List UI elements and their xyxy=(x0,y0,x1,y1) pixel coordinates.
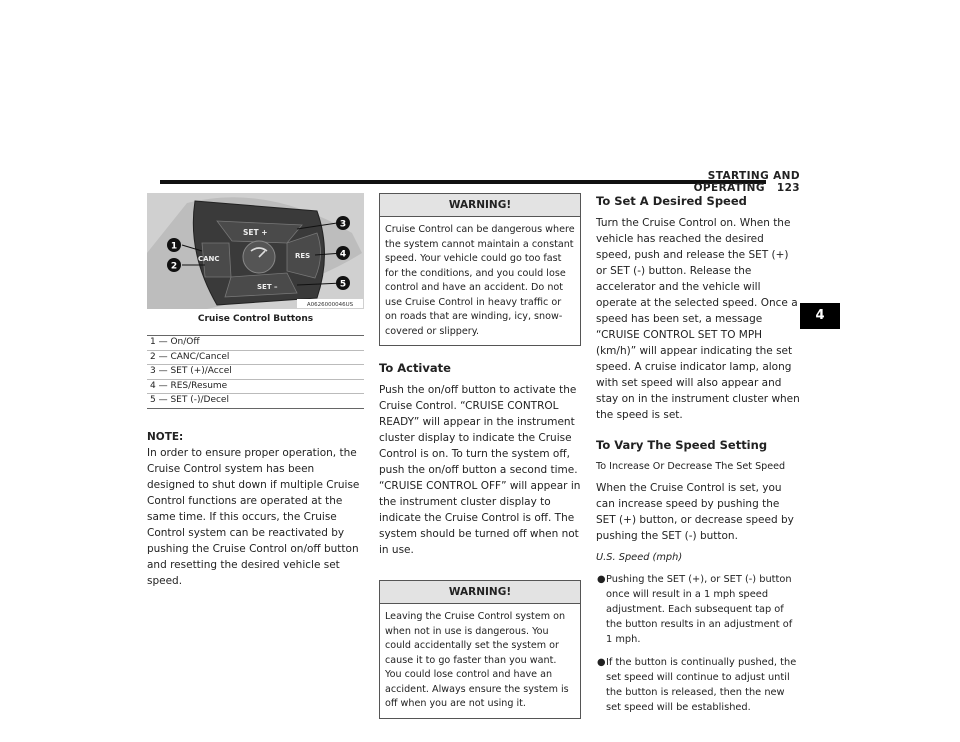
column-right xyxy=(596,193,801,723)
figure-image-code: A0626000046US xyxy=(306,302,354,308)
list-item xyxy=(596,572,801,647)
chapter-tab: 4 xyxy=(800,303,840,329)
units-label: U.S. Speed (mph) xyxy=(596,552,683,563)
warning-title: WARNING! xyxy=(380,194,580,217)
callout-2: 2 xyxy=(170,261,178,272)
cruise-control-figure xyxy=(147,193,364,309)
legend-item: 3 — SET (+)/Accel xyxy=(147,365,364,380)
note-text: In order to ensure proper operation, the Cruise Control system has been designed to shut down if multiple Cruise Control functions are operated at the same time. If this occurs, the Cruise Control system can be reactivated by pushing the Cruise Control on/off button and resetting the desired vehicle set speed. xyxy=(147,446,360,587)
section-heading-activate: To Activate xyxy=(379,361,451,375)
callout-3: 3 xyxy=(339,219,347,230)
warning-text: Cruise Control can be dangerous where the system cannot maintain a constant speed. Your vehicle could go too fast for the conditions, and you could lose control and have an accident. Do not use Cruise Control in heavy traffic or on roads that are winding, icy, snow-covered or slippery. xyxy=(385,224,575,337)
bullet-icon: ● xyxy=(597,574,606,585)
warning-box-cruise-danger xyxy=(379,193,581,346)
activate-text: Push the on/off button to activate the Cruise Control. “CRUISE CONTROL READY” will appear in the instrument cluster display to indicate the Cruise Control is on. To turn the system off, push the on/off button a second time. “CRUISE CONTROL OFF” will appear in the instrument cluster display to indicate the Cruise Control is off. The system should be turned off when not in use. xyxy=(379,384,581,556)
chapter-title: STARTING AND OPERATING xyxy=(693,170,800,194)
column-left xyxy=(147,193,364,589)
callout-5: 5 xyxy=(339,279,347,290)
subheading-increase-decrease: To Increase Or Decrease The Set Speed xyxy=(596,461,786,472)
page-number: 123 xyxy=(776,182,800,194)
section-heading-vary-speed: To Vary The Speed Setting xyxy=(596,438,768,452)
bullet-text: If the button is continually pushed, the set speed will continue to adjust until the button is released, then the new set speed will be established. xyxy=(606,657,797,713)
set-speed-text: Turn the Cruise Control on. When the vehicle has reached the desired speed, push and release the SET (+) or SET (-) button. Release the accelerator and the vehicle will operate at the selected speed. Once a speed has been set, a message “CRUISE CONTROL SET TO MPH (km/h)” will appear indicating the set speed. A cruise indicator lamp, along with set speed will also appear and stay on in the instrument cluster when the speed is set. xyxy=(596,217,800,421)
bullet-text: Pushing the SET (+), or SET (-) button once will result in a 1 mph speed adjustment. Each subsequent tap of the button results in an adjustment of 1 mph. xyxy=(606,574,793,645)
legend-item: 2 — CANC/Cancel xyxy=(147,351,364,366)
list-item xyxy=(596,655,801,715)
section-heading-set-speed: To Set A Desired Speed xyxy=(596,194,747,208)
bullet-icon: ● xyxy=(597,657,606,668)
page-header xyxy=(620,170,800,194)
warning-title: WARNING! xyxy=(380,581,580,604)
note-label: NOTE: xyxy=(147,430,184,443)
figure-caption: Cruise Control Buttons xyxy=(197,314,314,324)
legend-item: 5 — SET (-)/Decel xyxy=(150,395,229,405)
callout-4: 4 xyxy=(339,249,347,260)
fig-label-set-minus: SET – xyxy=(257,283,278,291)
fig-label-res: RES xyxy=(295,252,311,260)
callout-1: 1 xyxy=(170,241,178,252)
steering-wheel-buttons-illustration xyxy=(147,193,364,309)
legend-item: 1 — On/Off xyxy=(147,336,364,351)
warning-box-leaving-on xyxy=(379,580,581,719)
fig-label-set-plus: SET + xyxy=(243,228,268,237)
legend-item: 4 — RES/Resume xyxy=(147,380,364,395)
warning-text: Leaving the Cruise Control system on when not in use is dangerous. You could accidentally set the system or cause it to go faster than you want. You could lose control and have an accident. Always ensure the system is off when you are not using it. xyxy=(385,611,569,709)
fig-label-canc: CANC xyxy=(198,255,220,263)
vary-speed-text: When the Cruise Control is set, you can increase speed by pushing the SET (+) button, or decrease speed by pushing the SET (-) button. xyxy=(596,482,794,542)
figure-legend xyxy=(147,335,364,409)
column-middle xyxy=(379,193,581,719)
